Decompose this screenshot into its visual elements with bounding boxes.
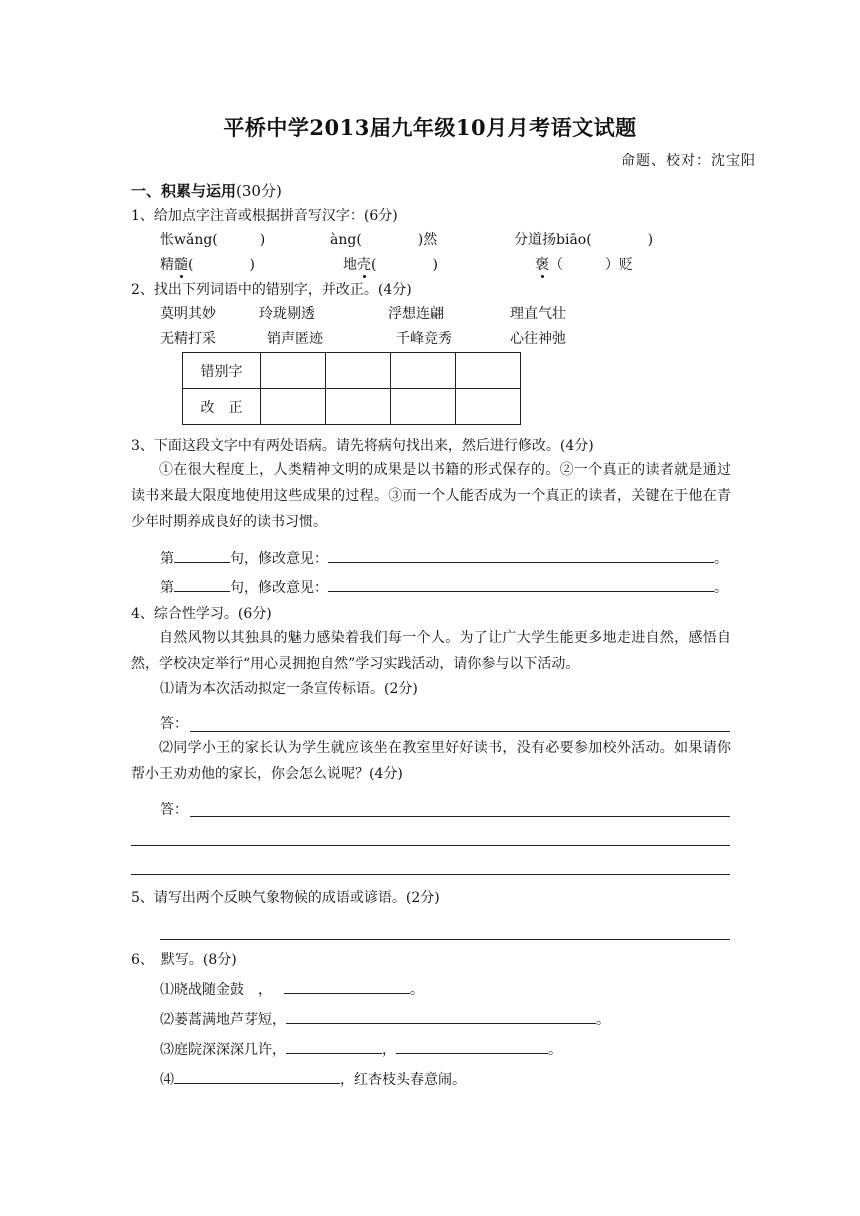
table-header-cell: 改 正 <box>183 389 261 425</box>
q3-answer-line: 第 句，修改意见： 。 <box>160 576 728 598</box>
section-title: 一、积累与运用 <box>131 182 237 200</box>
revision-blank[interactable] <box>328 547 714 563</box>
sentence-number-blank[interactable] <box>174 547 230 563</box>
q4-answer1-label: 答： <box>160 716 188 732</box>
answer-cell[interactable] <box>456 353 521 389</box>
q2-word: 浮想连翩 <box>388 306 444 322</box>
dictation-line: ⑷ ，红杏枝头春意闹。 <box>160 1068 466 1090</box>
table-row <box>183 389 521 425</box>
dictation-line: ⑵蒌蒿满地芦芽短， 。 <box>160 1008 610 1030</box>
q3-prompt: 3、下面这段文字中有两处语病。请先将病句找出来，然后进行修改。(4分) <box>131 438 594 454</box>
q1-item: 地壳( ) <box>343 257 438 273</box>
exam-author: 命题、校对：沈宝阳 <box>621 153 756 169</box>
answer-cell[interactable] <box>326 389 391 425</box>
sentence-number-blank[interactable] <box>174 576 230 592</box>
dictation-blank[interactable] <box>174 1068 340 1084</box>
table-header-cell: 错别字 <box>183 353 261 389</box>
q2-prompt: 2、找出下列词语中的错别字，并改正。(4分) <box>131 282 412 298</box>
answer-line[interactable] <box>160 939 730 940</box>
q1-item: 分道扬biāo( ) <box>514 232 654 248</box>
exam-title: 平桥中学2013届九年级10月月考语文试题 <box>223 115 637 140</box>
q5-prompt: 5、请写出两个反映气象物候的成语或谚语。(2分) <box>131 890 440 906</box>
dotted-char: 褒 <box>535 257 549 273</box>
q2-word: 无精打采 <box>160 331 216 347</box>
q4-answer2-label: 答： <box>160 802 188 818</box>
q1-prompt: 1、给加点字注音或根据拼音写汉字：(6分) <box>131 208 398 224</box>
dictation-line: ⑴晓战随金鼓 ， 。 <box>160 978 424 1000</box>
q1-item: 怅wǎng( ) <box>160 232 266 248</box>
answer-line[interactable] <box>131 874 730 875</box>
correction-table <box>182 352 521 425</box>
q4-prompt: 4、综合性学习。(6分) <box>131 606 272 622</box>
dictation-line: ⑶庭院深深深几许， ， 。 <box>160 1038 562 1060</box>
q2-word: 莫明其妙 <box>160 306 216 322</box>
dotted-char: 髓 <box>174 257 188 273</box>
q6-prompt: 6、 默写。(8分) <box>131 952 237 968</box>
dotted-char: 壳 <box>357 257 371 273</box>
revision-blank[interactable] <box>328 576 714 592</box>
dictation-blank[interactable] <box>286 1008 596 1024</box>
answer-cell[interactable] <box>261 353 326 389</box>
q1-item: 褒（ ）贬 <box>535 257 633 273</box>
q2-word: 玲珑剔透 <box>259 306 315 322</box>
answer-cell[interactable] <box>391 353 456 389</box>
q4-intro: 自然风物以其独具的魅力感染着我们每一个人。为了让广大学生能更多地走进自然，感悟自然，学校决定举行“用心灵拥抱自然”学习实践活动，请你参与以下活动。 <box>131 630 731 672</box>
q3-answer-line: 第 句，修改意见： 。 <box>160 547 728 569</box>
answer-cell[interactable] <box>261 389 326 425</box>
table-row <box>183 353 521 389</box>
q4-sub2: ⑵同学小王的家长认为学生就应该坐在教室里好好读书，没有必要参加校外活动。如果请你帮小王劝劝他的家长，你会怎么说呢？(4分) <box>131 740 731 782</box>
answer-cell[interactable] <box>391 389 456 425</box>
section-points: (30分) <box>236 182 282 200</box>
q4-sub1: ⑴请为本次活动拟定一条宣传标语。(2分) <box>160 681 418 697</box>
dictation-blank[interactable] <box>286 1038 382 1054</box>
q2-word: 销声匿迹 <box>267 331 323 347</box>
answer-line[interactable] <box>190 731 730 732</box>
answer-cell[interactable] <box>456 389 521 425</box>
answer-line[interactable] <box>190 816 730 817</box>
q2-word: 心往神弛 <box>510 331 566 347</box>
q2-word: 理直气壮 <box>510 306 566 322</box>
answer-line[interactable] <box>131 845 730 846</box>
answer-cell[interactable] <box>326 353 391 389</box>
section-heading <box>131 180 282 201</box>
dictation-blank[interactable] <box>284 978 410 994</box>
q3-passage: ①在很大程度上，人类精神文明的成果是以书籍的形式保存的。②一个真正的读者就是通过读书来最大限度地使用这些成果的过程。③而一个人能否成为一个真正的读者，关键在于他在青少年时期养成良好的读书习惯。 <box>131 462 731 530</box>
q1-item: àng( )然 <box>330 232 438 248</box>
q1-item: 精髓( ) <box>160 257 255 273</box>
q2-word: 千峰竞秀 <box>396 331 452 347</box>
dictation-blank[interactable] <box>396 1038 548 1054</box>
